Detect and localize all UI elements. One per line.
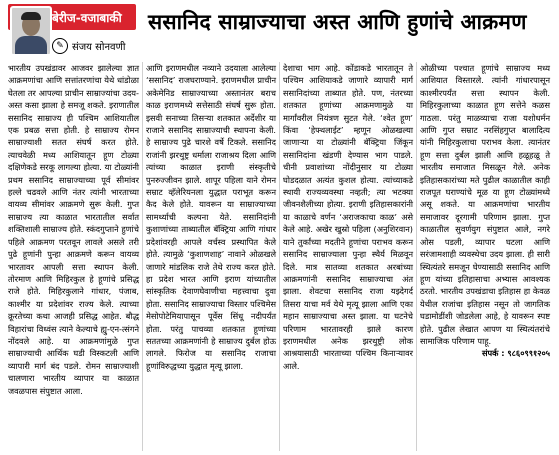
author-byline [52, 38, 125, 54]
column-badge-label: बेरीज-वजाबाकी [52, 10, 122, 25]
column-1 [5, 62, 142, 451]
article-body [5, 62, 554, 451]
pen-icon: ✎ [52, 38, 68, 54]
author-name: संजय सोनवणी [72, 42, 126, 53]
column-3 [279, 62, 416, 451]
column-2 [142, 62, 279, 451]
column-4 [416, 62, 553, 451]
contact-line: संपर्क : ९८६०९९१२०५ [481, 348, 550, 359]
column-text: देशाचा भाग आहे. कोंडाकडे भारतातून ते पश्चिम आशियाकडे जाणारे व्यापारी मार्ग ससानिदांच्या ताब्यात होते. पण, नंतरच्या शतकात हूणांच्या आक्रमणामुळे या मार्गांवरील नियंत्रण सुटत गेले. ‘श्वेत हूण’ किंवा ‘हेफ्थलाईट’ म्हणून ओळखल्या जाणाऱ्या या टोळ्यांनी बॅक्ट्रिया जिंकून ससानिदांना खंडणी देण्यास भाग पाडले. चीनी प्रवाशांच्या नोंदीनुसार या टोळ्या घोडदळात अत्यंत कुशल होत्या. त्यांच्याकडे स्थायी राज्यव्यवस्था नव्हती; त्या भटक्या जीवनशैलीच्या होत्या. इराणी इतिहासकारांनी या काळाचे वर्णन ‘अराजकाचा काळ’ असे केले आहे. अखेर खुस्रो पहिला (अनुशिरवान) याने तुर्कांच्या मदतीने हूणांचा पराभव करून ससानिद साम्राज्याला पुन्हा स्थैर्य मिळवून दिले. मात्र सातव्या शतकात अरबांच्या आक्रमणांनी ससानिद साम्राज्याचा अंत झाला. शेवटचा ससानिद राजा यझ्देगर्द तिसरा याचा मर्व येथे मृत्यू झाला आणि एका महान साम्राज्याचा अस्त झाला. या घटनेचे परिणाम भारतावरही झाले कारण इराणमधील अनेक झरथुष्ट्री लोक आश्रयासाठी भारताच्या पश्चिम किनाऱ्यावर आले. [283, 63, 413, 371]
column-text: आणि इराणमधील नव्याने उदयाला आलेल्या ‘ससानिद’ राजघराण्याने. इराणमधील प्राचीन अकेमेनिड साम्राज्याच्या अस्तानंतर बराच काळ इराणमध्ये सत्तेसाठी संघर्ष सुरू होता. इसवी सनाच्या तिसऱ्या शतकात अर्देशीर या राजाने ससानिद साम्राज्याची स्थापना केली. हे साम्राज्य पुढे चारशे वर्षे टिकले. ससानिद राजांनी झरथुष्ट्र धर्माला राजाश्रय दिला आणि त्यांच्या काळात इराणी संस्कृतीचे पुनरुज्जीवन झाले. शापूर पहिला याने रोमन सम्राट व्हॅलेरियनला युद्धात पराभूत करून कैद केले होते. यावरून या साम्राज्याच्या सामर्थ्याची कल्पना येते. ससानिदांनी कुशाणांच्या ताब्यातील बॅक्ट्रिया आणि गांधार प्रदेशांवरही आपले वर्चस्व प्रस्थापित केले होते. त्यामुळे ‘कुशाणशाह’ नावाने ओळखले जाणारे मांडलिक राजे तेथे राज्य करत होते. हा प्रदेश भारत आणि इराण यांच्यातील सांस्कृतिक देवाणघेवाणीचा महत्त्वाचा दुवा होता. ससानिद साम्राज्याचा विस्तार पश्चिमेस मेसोपोटेमियापासून पूर्वेस सिंधू नदीपर्यंत होता. परंतु पाचव्या शतकात हूणांच्या सततच्या आक्रमणांनी हे साम्राज्य दुर्बल होऊ लागले. फिरोज या ससानिद राजाचा हूणांविरुद्धच्या युद्धात मृत्यू झाला. [146, 63, 276, 371]
author-photo [10, 6, 52, 56]
column-text: भारतीय उपखंडावर आजवर झालेल्या ज्ञात आक्रमणांचा आणि सत्तांतरणांचा येथे धांडोळा घेतला तर आपल्या प्राचीन साम्राज्यांचा उदय-अस्त कसा झाला हे समजू शकते. इराणातील ससानिद साम्राज्य ही पश्चिम आशियातील एक प्रबळ सत्ता होती. हे साम्राज्य रोमन साम्राज्याशी सतत संघर्ष करत होते. त्याचवेळी मध्य आशियातून हूण टोळ्या दक्षिणेकडे सरकू लागल्या होत्या. या टोळ्यांनी प्रथम ससानिद साम्राज्याच्या पूर्व सीमांवर हल्ले चढवले आणि नंतर त्यांनी भारताच्या वायव्य सीमांवर आक्रमणे सुरू केली. गुप्त साम्राज्य त्या काळात भारतातील सर्वात शक्तिशाली साम्राज्य होते. स्कंदगुप्ताने हुणांचे पहिले आक्रमण परतवून लावले असले तरी पुढे हूणांनी पुन्हा आक्रमणे करून वायव्य भारतावर आपली सत्ता स्थापन केली. तोरमाण आणि मिहिरकुल हे हूणांचे प्रसिद्ध राजे होते. मिहिरकुलाने गांधार, पंजाब, काश्मीर या प्रदेशांवर राज्य केले. त्याच्या क्रूरतेच्या कथा आजही प्रसिद्ध आहेत. बौद्ध विहारांचा विध्वंस त्याने केल्याचे ह्यु-एन-त्संगने नोंदवले आहे. या आक्रमणांमुळे गुप्त साम्राज्याची आर्थिक घडी विस्कटली आणि व्यापारी मार्ग बंद पडले. रोमन साम्राज्याशी चालणारा भारतीय व्यापार या काळात जवळपास संपुष्टात आला. [8, 63, 139, 396]
column-text: ओळीच्या पश्चात हूणांचे साम्राज्य मध्य आशियात विस्तारले. त्यांनी गांधारपासून काश्मीरपर्यंत सत्ता स्थापन केली. मिहिरकुलाच्या काळात हूण सत्तेने कळस गाठला. परंतु माळव्याचा राजा यशोधर्मन आणि गुप्त सम्राट नरसिंहगुप्त बालादित्य यांनी मिहिरकुलाचा पराभव केला. त्यानंतर हूण सत्ता दुर्बल झाली आणि हळूहळू ते भारतीय समाजात मिसळून गेले. अनेक इतिहासकारांच्या मते पुढील काळातील काही राजपूत घराण्यांचे मूळ या हूण टोळ्यांमध्ये असू शकते. या आक्रमणांचा भारतीय समाजावर दूरगामी परिणाम झाला. गुप्त काळातील सुवर्णयुग संपुष्टात आले, नगरे ओस पडली, व्यापार घटला आणि सरंजामशाही व्यवस्थेचा उदय झाला. ही सारी स्थित्यंतरे समजून घेण्यासाठी ससानिद आणि हूण यांच्या इतिहासाचा अभ्यास आवश्यक ठरतो. भारतीय उपखंडाचा इतिहास हा केवळ येथील राजांचा इतिहास नसून तो जागतिक घडामोडींशी जोडलेला आहे, हे यावरून स्पष्ट होते. पुढील लेखात आपण या स्थित्यंतरांचे सामाजिक परिणाम पाहू. [420, 63, 550, 346]
article-header [0, 0, 559, 63]
article-title: ससानिद साम्राज्याचा अस्त आणि हुणांचे आक्रमण [148, 10, 527, 34]
